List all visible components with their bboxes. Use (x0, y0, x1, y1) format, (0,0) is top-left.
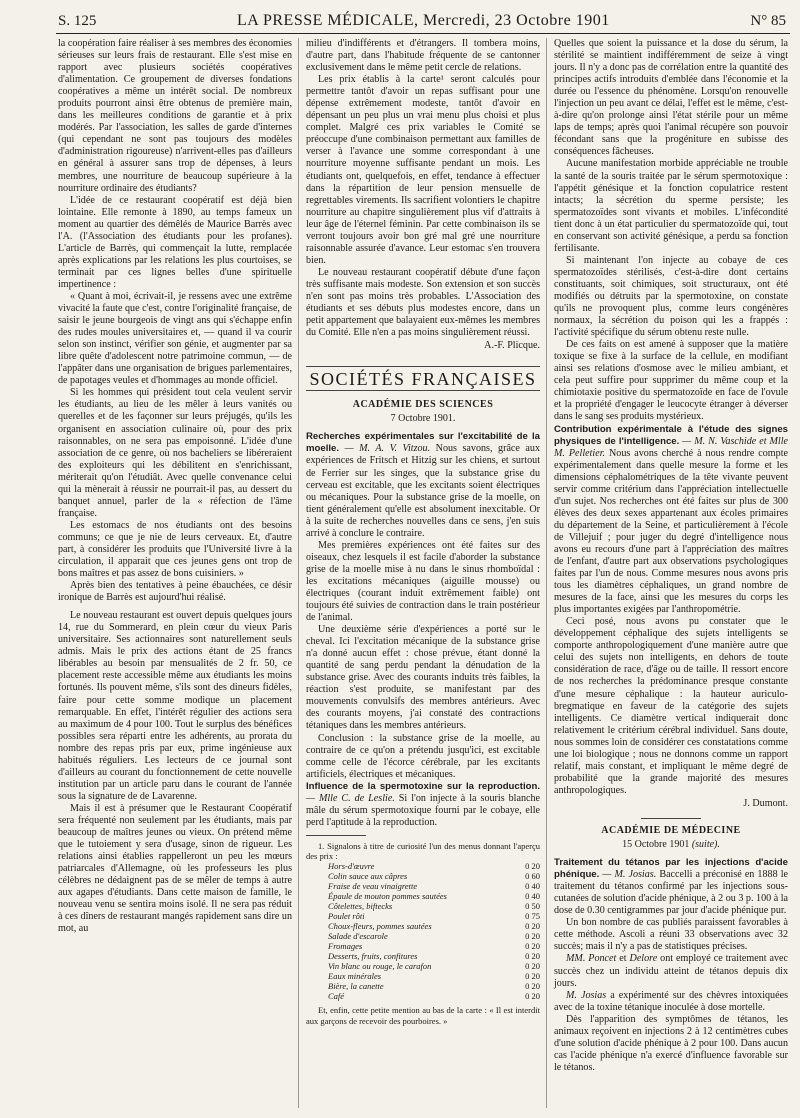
menu-item: Bière, la canette 0 20 (328, 981, 540, 992)
footnote-rule (306, 835, 366, 836)
footnote: Et, enfin, cette petite mention au bas de la carte : « Il est interdit aux garçons de recevoir des pourboires. » (306, 1005, 540, 1026)
session-date: 7 Octobre 1901. (390, 413, 456, 425)
paragraph: Mes premières expériences ont été faites sur des oiseaux, chez lesquels il est facile d'aborder la substance grise de la moelle mise à nu dans le sinus rhomboïdal : les excitations mécaniques (aiguille mousse) ou électriques (courant induit extrêmement faible) ont toujours été suivies de contraction dans le train postérieur de l'animal. (306, 539, 540, 624)
communication: Traitement du tétanos par les injections d'acide phénique. — M. Josias. Baccelli a préconisé en 1888 le traitement du tétanos confirmé par les injections sous-cutanées de solution d'acide phénique, à 2 ou 3 p. 100 à la dose de 0.30 centigrammes par jour d'acide phénique pur. (554, 857, 788, 917)
menu-item: Colin sauce aux câpres 0 60 (328, 871, 540, 882)
paragraph: milieu d'indifférents et d'étrangers. Il tombera moins, d'autre part, dans l'habitude fréquente de se cantonner exclusivement dans le même petit cercle de relations. (306, 38, 540, 74)
communication: Influence de la spermotoxine sur la reproduction. — Mlle C. de Leslie. Si l'on injecte à la souris blanche mâle du sérum spermotoxique fourni par le cobaye, elle perd l'aptitude à la reproduction. (306, 780, 541, 828)
menu-item: Poulet rôti 0 75 (328, 911, 540, 922)
menu-item: Hors-d'œuvre 0 20 (328, 861, 540, 872)
communication-author: — Mlle C. de Leslie. (306, 792, 395, 804)
price-menu (328, 861, 540, 1001)
menu-item: Eaux minérales 0 20 (328, 971, 540, 982)
paragraph: Si les hommes qui président tout cela veulent servir les étudiants, au lieu de les mêler à leurs vanités ou querelles et de les façonner sur leurs préjugés, qu'ils les organisent en association culinaire où, pour des prix raisonnables, on ne sera pas empoisonné. L'idée d'une association de ce genre, où nos bacheliers se libéreraient des exploiteurs qui les débilitent en s'enrichissant, mériterait qu'on l'étudiât. Avec quelle convenance celui qui la mènerait à réussir ne pourrait-il pas, au dessert du banquet annuel, parler de la « réfection de l'âme française. (58, 387, 292, 519)
communication-title: Traitement du tétanos par les injections d'acide phénique. (554, 857, 788, 881)
paragraph: Conclusion : la substance grise de la moelle, au contraire de ce qu'on a prétendu jusqu'ici, est excitable comme celle de l'écorce cérébrale, par les excitants artificiels, électriques et mécaniques. (306, 732, 540, 780)
menu-item: Fraise de veau vinaigrette 0 40 (328, 881, 540, 892)
paragraph: Aucune manifestation morbide appréciable ne trouble la santé de la souris traitée par le sérum spermotoxique : l'appétit génésique et la fonction copulatrice restent intacts; la sécrétion du sperme persiste; les spermatozoïdes sont vivants et mobiles. L'infécondité tient donc à un état particulier du spermatozoïde qui, tout en conservant son activité génésique, a perdu sa fonction fertilisante. (554, 158, 788, 254)
column-divider (298, 38, 299, 1108)
issue-date: Mercredi, 23 Octobre 1901 (423, 12, 610, 29)
communication: Recherches expérimentales sur l'excitabilité de la moelle. — M. A. V. Vitzou. Nous savons, grâce aux expériences de Fritsch et Hitzig sur les chiens, et surtout de Ferrier sur les singes, que la substance grise du cerveau est excitable, que les excitants soient électriques ou mécaniques. Pour la substance grise de la moelle, on tient généralement qu'elle est absolument inexcitable. Or à la suite de recherches nouvelles dans ce sens, j'en suis arrivé à conclure le contraire. (306, 431, 541, 539)
page-number: S. 125 (58, 12, 97, 29)
section-rule (641, 818, 701, 819)
communication-author: — M. N. Vaschide et Mlle M. Pelletier. (554, 435, 789, 459)
menu-item: Vin blanc ou rouge, le carafon 0 20 (328, 961, 540, 972)
paragraph: Une deuxième série d'expériences a porté sur le cheval. Ici l'excitation mécanique de la substance grise n'a donné aucun effet : chose prévue, étant donné la quantité de sang perdu pendant la dénudation de la substance grise. Avec des courants induits très faibles, la réaction s'est produite, se manifestant par des mouvements convulsifs des membres antérieurs. Avec des courants moyens, j'ai constaté des contractions tétaniques dans les membres antérieurs. (306, 624, 540, 732)
section-title: SOCIÉTÉS FRANÇAISES (306, 366, 540, 391)
column-1 (58, 38, 292, 935)
communication-title: Contribution expérimentale à l'étude des signes physiques de l'intelligence. (554, 423, 788, 447)
menu-item: Desserts, fruits, confitures 0 20 (328, 951, 540, 962)
column-2 (306, 38, 540, 1026)
menu-item: Épaule de mouton pommes sautées 0 40 (328, 891, 540, 902)
paragraph: la coopération faire réaliser à ses membres des économies sérieuses sur leurs frais de restaurant. Elle s'est mise en rapport avec plusieurs sociétés coopératives d'alimentation. Ce groupement de diverses fondations coopératives a même un intérêt social. De nombreux produits pourront ainsi être obtenus de première main, dans les meilleures conditions de garantie et à prix modérés. Par l'association, les salles de garde d'internes (qui cependant ne sont pas toujours des modèles d'administration rigoureuse) n'arrivent-elles pas d'ailleurs en général à assurer sans trop de dépenses, à leurs membres, une nourriture de beaucoup supérieure à la nourriture ordinaire des étudiants? (58, 38, 292, 194)
paragraph: Dès l'apparition des symptômes de tétanos, les animaux reçoivent en injections 2 à 12 centimètres cubes d'une solution d'acide phénique à 2 pour 100. Dans aucun cas l'acide phénique n'a exercé d'influence favorable sur le tétanos. (554, 1013, 788, 1073)
page-header (58, 10, 786, 32)
society-heading: ACADÉMIE DE MÉDECINE (601, 825, 741, 836)
paragraph: Quelles que soient la puissance et la dose du sérum, la stérilité se maintient indifféremment de seize à vingt jours. Il n'y a donc pas de corrélation entre la quantité des principes actifs introduits d'emblée dans l'économie et la durée ou l'essence du phénomène. Lorsqu'on renouvelle l'injection un peu avant ce délai, l'effet est le même, c'est-à-dire qu'on prolonge ainsi l'état stérile pour un même laps de temps; après quoi l'animal récupère son pouvoir fécondant sans que la progéniture en subisse des conséquences fâcheuses. (554, 38, 788, 158)
issue-number: N° 85 (750, 12, 786, 29)
menu-item: Choux-fleurs, pommes sautées 0 20 (328, 921, 540, 932)
communication-author: — M. A. V. Vitzou. (339, 443, 431, 455)
communication-author: — M. Josias. (599, 869, 657, 881)
journal-masthead (237, 12, 610, 30)
paragraph: Les prix établis à la carte¹ seront calculés pour permettre tantôt d'avoir un repas suffisant pour une dépense extrêmement modeste, tantôt d'avoir en dépensant un peu plus un vrai menu plus choisi et plus complet. Malgré ces prix variables le Comité se préoccupe d'une combinaison permettant aux familles de verser à l'avance une somme correspondant à une nourriture moyenne suffisante pendant un mois. Les étudiants ont, quelquefois, en effet, tendance à effectuer dans la répartition de leur pension mensuelle de regrettables virements. Ils sacrifient volontiers le chapitre nourriture au chapitre singulièrement plus vif d'attraits à leur âge de l'éternel féminin. Par cette combinaison ils se verront toujours avoir bon gré mal gré une nourriture raisonnable assurée d'avance. Leur estomac s'en trouvera bien. (306, 74, 540, 266)
session-date: 15 Octobre 1901 (suite). (622, 839, 720, 851)
communication: Contribution expérimentale à l'étude des signes physiques de l'intelligence. — M. N. Vaschide et Mlle M. Pelletier. Nous avons cherché à nous rendre compte expérimentalement dans quelle mesure la forme et les dimensions céphalométriques de la tête vivante peuvent servir comme critérium dans l'appréciation intellectuelle d'un sujet. Nos recherches ont été faites sur plus de 300 élèves des deux sexes appartenant aux écoles primaires du département de la Seine, et particulièrement à l'école de Villejuif ; pour juger du degré d'intelligence nous avons eu recours d'une part à l'appréciation des maîtres de l'enfant, d'autre part aux observations psychologiques faites par l'un de nous. Comme mesures nous avons pris tous les diamètres céphaliques, un grand nombre de mesures de la face, ainsi que les mesures du corps les plus importantes exigées par l'anthropométrie. (554, 423, 789, 616)
communication-title: Recherches expérimentales sur l'excitabilité de la moelle. (306, 431, 540, 455)
paragraph: Si maintenant l'on injecte au cobaye de ces spermatozoïdes stérilisés, c'est-à-dire dont certains constituants, soit chimiques, soit structuraux, ont été modifiés ou détruits par la spermotoxine, on constate qu'ils ne provoquent plus, comme leurs congénères normaux, la sécrétion du poison qui les a frappés : l'activité spécifique du sérum obtenu reste nulle. (554, 254, 788, 339)
society-heading: ACADÉMIE DES SCIENCES (352, 399, 494, 411)
paragraph: MM. Poncet et Delore ont employé ce traitement avec succès chez un individu atteint de tétanos depuis dix jours. (554, 953, 788, 989)
menu-item: Café 0 20 (328, 991, 540, 1002)
menu-item: Côtelettes, biftecks 0 50 (328, 901, 540, 912)
paragraph: De ces faits on est amené à supposer que la matière toxique se fixe à la surface de la cellule, en modifiant ainsi ses relations d'osmose avec le milieu ambiant, et cela peut suffire pour supprimer du même coup et la chimiotaxie positive du spermatozoïde en face de l'ovule et la propriété d'engager le leucocyte étranger à déverser dans le sang ses produits mystérieux. (554, 339, 788, 423)
paragraph: Les estomacs de nos étudiants ont des besoins communs; ce que je nie de leurs cerveaux. Et, d'autre part, à considérer les produits que l'Université livre à la circulation, il apparait que ces jeunes gens ont trop de bons maîtres et pas assez de bons cuisiniers. » (58, 519, 292, 580)
header-rule (56, 33, 790, 34)
footnote: 1. Signalons à titre de curiosité l'un des menus donnant l'aperçu des prix : (306, 840, 540, 862)
paragraph: Après bien des tentatives à peine ébauchées, ce désir ironique de Barrès est aujourd'hui réalisé. (58, 580, 292, 604)
communication-title: Influence de la spermotoxine sur la reproduction. (306, 780, 540, 792)
paragraph: M. Josias a expérimenté sur des chèvres intoxiquées avec de la toxine tétanique inoculée à dose mortelle. (554, 989, 788, 1013)
paragraph: Mais il est à présumer que le Restaurant Coopératif sera fréquenté non seulement par les étudiants, mais par beaucoup de maîtres jeunes ou vieux. On prétend même que le tutoiement y sera d'usage, sinon de rigueur. Les relations ainsi établies rappelleront un peu les mœurs patriarcales d'Allemagne, où les professeurs les plus célèbres ne dédaignent pas de se mêler de temps à autre aux agapes d'étudiants. Dans cette maison de famille, le nouveau venu se sentira moins isolé. Il ne sera pas réduit à ces dîners de restaurant mangés rapidement sans dire un mot, au (58, 802, 292, 935)
journal-title: LA PRESSE MÉDICALE, (237, 12, 419, 29)
paragraph: « Quant à moi, écrivait-il, je ressens avec une extrême vivacité la faute que c'est, contre l'originalité française, de saisir le jeune bourgeois de vingt ans qui s'échappe enfin des rudes moules universitaires et, — quand il va courir selon son instinct, vérifier son génie, et augmenter par sa libre quête d'adolescent notre patrimoine commun, — de l'appâter dans une organisation de brigues parlementaires, de papotages veules et d'hommages au monde officiel. (58, 290, 292, 387)
menu-item: Salade d'escarole 0 20 (328, 931, 540, 942)
menu-item: Fromages 0 20 (328, 941, 540, 952)
paragraph: Le nouveau restaurant coopératif débute d'une façon très suffisante mais modeste. Son extension et son succès n'en sont pas moins très probables. L'Association des étudiants et ses débuts plus modestes encore, dans un petit appartement que balayaient eux-mêmes les membres du Comité. Elle n'en a pas moins singulièrement réussi. (306, 266, 540, 339)
signature: A.-F. Plicque. (484, 340, 540, 352)
paragraph: Le nouveau restaurant est ouvert depuis quelques jours 14, rue du Sommerard, en plein cœur du vieux Paris universitaire. Ses actionnaires sont naturellement seuls admis. Mais le prix des actions étant de 25 francs libérables au besoin par mensualités de 2 fr. 50, ce placement reste accessible même aux étudiants les moins fortunés. Ils pouvent même, s'ils sont des dineurs fidèles, faire pour cette somme modique un placement remarquable. En effet, l'intérêt régulier des actions sera au maximum de 4 pour 100. Tout le surplus des bénéfices possibles sera réparti entre les adhérents, au prorata du nombre des repas pris par eux, prime ingénieuse aux habitués réguliers. Les lecteurs de ce journal sont d'ailleurs au courant du fonctionnement de cette nouvelle institution par un article paru dans le courant de l'année sous la signature de de Lavarenne. (58, 610, 292, 802)
paragraph: Un bon nombre de cas publiés paraissent favorables à cette méthode. Ascoli a réuni 33 observations avec 32 succès; mais il n'y a pas de statistiques précises. (554, 917, 788, 953)
column-divider (546, 38, 547, 1108)
paragraph: L'idée de ce restaurant coopératif est déjà bien lointaine. Elle remonte à 1890, au temps fameux un moment au quartier des démêlés de Maurice Barrès avec l'A. (l'Association des étudiants pour les profanes). L'article de Barrès, qui commençait la lutte, remplacée après explications par les relations les plus courtoises, se terminait par ces lignes belles d'une spirituelle impertinence : (58, 194, 292, 290)
signature: J. Dumont. (743, 797, 788, 809)
paragraph: Ceci posé, nous avons pu constater que le développement céphalique des sujets intelligents se comporte anthropologiquement d'une manière autre que celui des sujets non intelligents, en dehors de toute considération de race, d'âge ou de taille. Il ressort encore de nos recherches la prédominance presque constante d'une mesure céphalique : la hauteur auriculo-bregmatique en faveur de la catégorie des sujets intelligents. Ce diamètre vertical indiquerait donc relativement le critérium cérébral individuel. Sans doute, nous sommes loin de considérer ces constatations comme une loi biologique ; nous ne donnons comme un rapport relatif, mais constant, et impliquant le même degré de probabilité que la grande majorité des mesures anthropologiques. (554, 616, 788, 796)
column-3 (554, 38, 788, 1074)
